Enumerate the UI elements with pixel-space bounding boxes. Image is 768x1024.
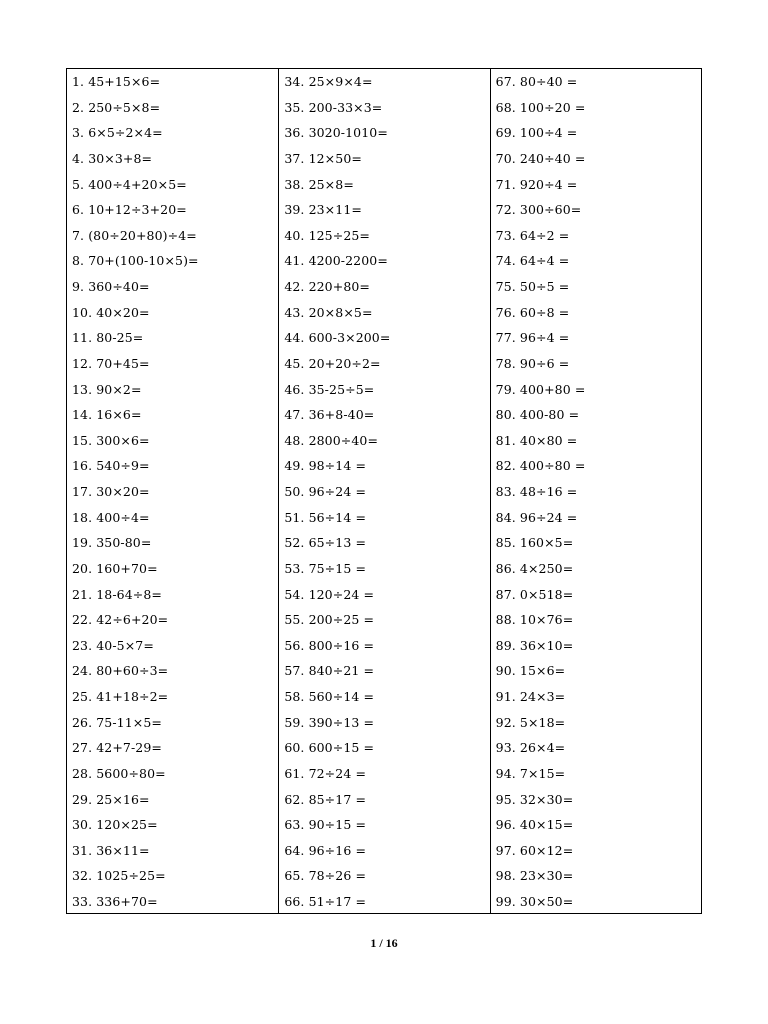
exercise-item: 33. 336+70= <box>72 894 158 909</box>
exercise-item: 57. 840÷21 = <box>284 663 375 679</box>
exercise-item: 29. 25×16= <box>72 791 150 807</box>
exercise-item: 13. 90×2= <box>72 381 142 397</box>
exercise-item: 14. 16×6= <box>72 407 142 423</box>
exercise-item: 30. 120×25= <box>72 817 158 833</box>
exercise-item: 4. 30×3+8= <box>72 150 153 166</box>
exercise-item: 54. 120÷24 = <box>284 586 375 602</box>
exercise-item: 45. 20+20÷2= <box>284 355 381 371</box>
exercise-item: 77. 96÷4 = <box>495 330 570 346</box>
exercise-item: 17. 30×20= <box>72 484 150 499</box>
exercise-item: 70. 240÷40 = <box>495 150 586 166</box>
exercise-item: 39. 23×11= <box>284 202 362 218</box>
exercise-item: 72. 300÷60= <box>495 202 582 218</box>
exercise-item: 61. 72÷24 = <box>284 765 367 781</box>
exercise-item: 37. 12×50= <box>284 150 362 166</box>
exercise-item: 84. 96÷24 = <box>495 509 578 525</box>
exercise-item: 31. 36×11= <box>72 842 150 858</box>
exercise-item: 62. 85÷17 = <box>284 791 367 807</box>
exercise-item: 44. 600-3×200= <box>284 330 391 346</box>
exercise-item: 65. 78÷26 = <box>284 868 367 884</box>
exercise-item: 6. 10+12÷3+20= <box>72 202 187 218</box>
exercise-item: 97. 60×12= <box>495 842 574 858</box>
exercise-item: 80. 400-80 = <box>495 407 580 423</box>
exercise-item: 60. 600÷15 = <box>284 740 375 756</box>
exercise-item: 10. 40×20= <box>72 304 150 320</box>
exercise-item: 1. 45+15×6= <box>72 74 161 89</box>
exercise-item: 69. 100÷4 = <box>495 125 578 141</box>
exercise-item: 95. 32×30= <box>495 791 574 807</box>
exercise-item: 21. 18-64÷8= <box>72 586 162 602</box>
exercise-item: 27. 42+7-29= <box>72 740 162 756</box>
exercise-item: 73. 64÷2 = <box>495 227 570 243</box>
exercise-item: 81. 40×80 = <box>495 432 578 448</box>
exercise-item: 85. 160×5= <box>495 535 574 551</box>
exercise-item: 58. 560÷14 = <box>284 689 375 704</box>
exercise-item: 63. 90÷15 = <box>284 817 367 833</box>
exercise-item: 91. 24×3= <box>495 689 566 704</box>
exercise-item: 52. 65÷13 = <box>284 535 367 551</box>
exercise-item: 26. 75-11×5= <box>72 714 162 730</box>
exercise-item: 96. 40×15= <box>495 817 574 833</box>
exercise-item: 19. 350-80= <box>72 535 152 551</box>
exercise-item: 88. 10×76= <box>495 612 574 628</box>
exercise-item: 67. 80÷40 = <box>495 74 578 89</box>
column-2 <box>278 69 489 913</box>
exercise-item: 99. 30×50= <box>495 894 574 909</box>
exercise-item: 42. 220+80= <box>284 279 370 294</box>
exercise-item: 78. 90÷6 = <box>495 355 570 371</box>
exercise-item: 83. 48÷16 = <box>495 484 578 499</box>
exercise-item: 93. 26×4= <box>495 740 566 756</box>
column-1 <box>67 69 278 913</box>
exercise-item: 24. 80+60÷3= <box>72 663 169 679</box>
page-number: 1 / 16 <box>370 936 398 950</box>
exercise-item: 40. 125÷25= <box>284 227 370 243</box>
exercise-item: 38. 25×8= <box>284 176 354 192</box>
exercise-item: 16. 540÷9= <box>72 458 150 474</box>
exercise-item: 59. 390÷13 = <box>284 714 375 730</box>
exercise-item: 41. 4200-2200= <box>284 253 388 269</box>
exercise-item: 11. 80-25= <box>72 330 144 346</box>
exercise-item: 51. 56÷14 = <box>284 509 367 525</box>
exercise-item: 23. 40-5×7= <box>72 637 154 653</box>
exercise-item: 43. 20×8×5= <box>284 304 373 320</box>
exercise-item: 12. 70+45= <box>72 355 150 371</box>
exercise-item: 47. 36+8-40= <box>284 407 375 423</box>
exercise-item: 34. 25×9×4= <box>284 74 373 89</box>
exercise-item: 75. 50÷5 = <box>495 279 570 294</box>
exercise-item: 90. 15×6= <box>495 663 566 679</box>
exercise-item: 49. 98÷14 = <box>284 458 367 474</box>
exercise-item: 2. 250÷5×8= <box>72 99 161 115</box>
exercise-item: 55. 200÷25 = <box>284 612 375 628</box>
exercise-item: 50. 96÷24 = <box>284 484 367 499</box>
exercise-table <box>66 68 702 914</box>
exercise-item: 66. 51÷17 = <box>284 894 367 909</box>
exercise-item: 64. 96÷16 = <box>284 842 367 858</box>
exercise-item: 18. 400÷4= <box>72 509 150 525</box>
exercise-item: 8. 70+(100-10×5)= <box>72 253 199 269</box>
exercise-item: 3. 6×5÷2×4= <box>72 125 163 141</box>
exercise-item: 35. 200-33×3= <box>284 99 383 115</box>
exercise-item: 71. 920÷4 = <box>495 176 578 192</box>
exercise-item: 76. 60÷8 = <box>495 304 570 320</box>
exercise-item: 22. 42÷6+20= <box>72 612 169 628</box>
exercise-item: 68. 100÷20 = <box>495 99 586 115</box>
exercise-item: 7. (80÷20+80)÷4= <box>72 227 197 243</box>
exercise-item: 9. 360÷40= <box>72 279 150 294</box>
exercise-item: 46. 35-25÷5= <box>284 381 375 397</box>
exercise-item: 74. 64÷4 = <box>495 253 570 269</box>
exercise-item: 86. 4×250= <box>495 560 574 576</box>
exercise-item: 82. 400÷80 = <box>495 458 586 474</box>
column-3 <box>490 69 701 913</box>
exercise-item: 56. 800÷16 = <box>284 637 375 653</box>
exercise-item: 89. 36×10= <box>495 637 574 653</box>
exercise-item: 36. 3020-1010= <box>284 125 388 141</box>
exercise-item: 48. 2800÷40= <box>284 432 379 448</box>
exercise-item: 53. 75÷15 = <box>284 560 367 576</box>
exercise-item: 28. 5600÷80= <box>72 765 166 781</box>
exercise-item: 5. 400÷4+20×5= <box>72 176 187 192</box>
exercise-item: 79. 400+80 = <box>495 381 586 397</box>
exercise-item: 87. 0×518= <box>495 586 574 602</box>
exercise-item: 15. 300×6= <box>72 432 150 448</box>
exercise-item: 98. 23×30= <box>495 868 574 884</box>
exercise-item: 20. 160+70= <box>72 560 158 576</box>
exercise-item: 94. 7×15= <box>495 765 566 781</box>
exercise-item: 92. 5×18= <box>495 714 566 730</box>
exercise-item: 32. 1025÷25= <box>72 868 166 884</box>
exercise-item: 25. 41+18÷2= <box>72 689 169 704</box>
